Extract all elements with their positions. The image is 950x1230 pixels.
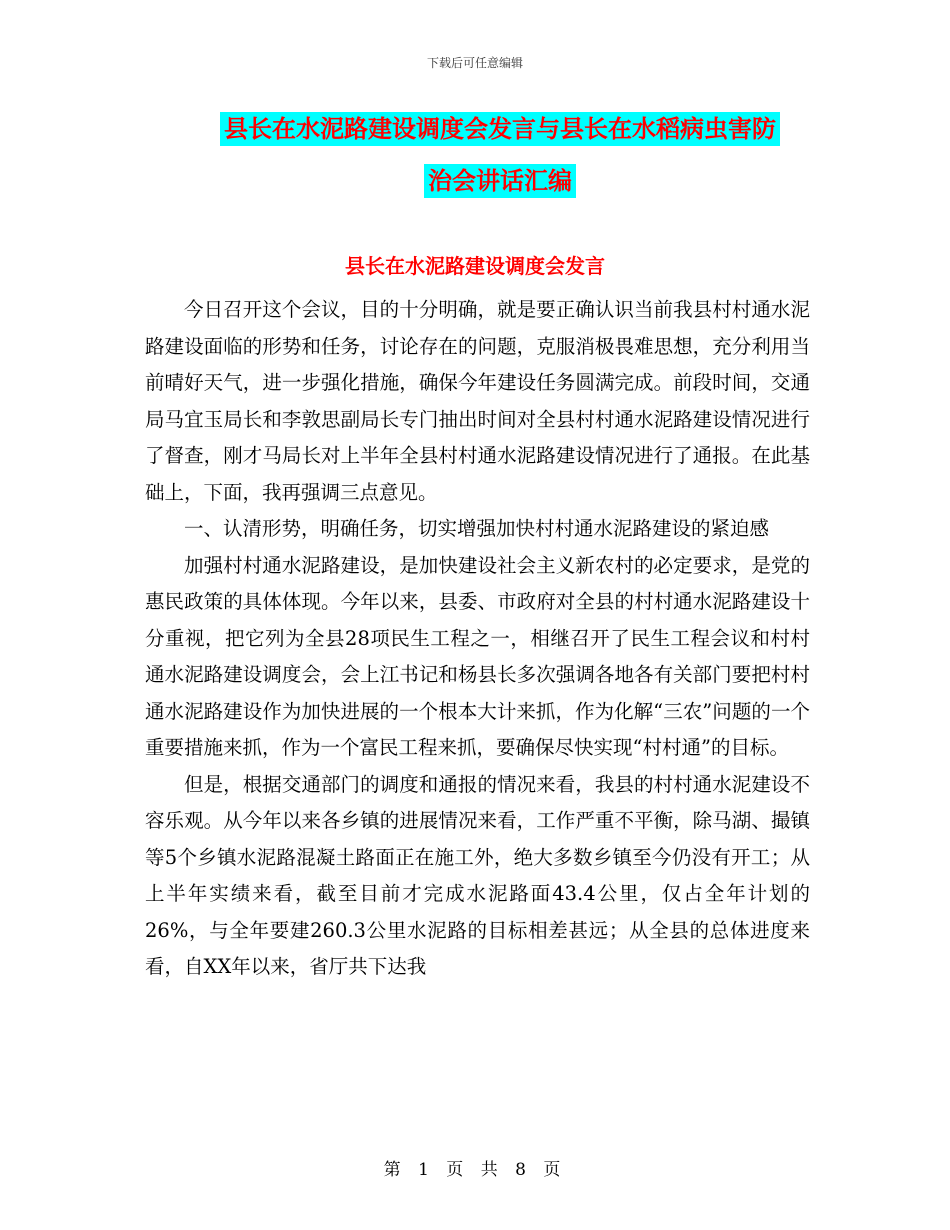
header-note: 下载后可任意编辑: [426, 56, 523, 70]
document-body: [145, 292, 810, 986]
paragraph: 加强村村通水泥路建设，是加快建设社会主义新农村的必定要求，是党的惠民政策的具体体现。今年以来，县委、市政府对全县的村村通水泥路建设十分重视，把它列为全县28项民生工程之一，相继召开了民生工程会议和村村通水泥路建设调度会，会上江书记和杨县长多次强调各地各有关部门要把村村通水泥路建设作为加快进展的一个根本大计来抓，作为化解“三农”问题的一个重要措施来抓，作为一个富民工程来抓，要确保尽快实现“村村通”的目标。: [145, 553, 810, 759]
paragraph: 但是，根据交通部门的调度和通报的情况来看，我县的村村通水泥建设不容乐观。从今年以来各乡镇的进展情况来看，工作严重不平衡，除马湖、撮镇等5个乡镇水泥路混凝土路面正在施工外，绝大多数乡镇至今仍没有开工；从上半年实绩来看，截至目前才完成水泥路面43.4公里，仅占全年计划的26%，与全年要建260.3公里水泥路的目标相差甚远；从全县的总体进度来看，自XX年以来，省厅共下达我: [145, 772, 810, 978]
title-line-2: 治会讲话汇编: [424, 164, 576, 198]
section-subtitle: 县长在水泥路建设调度会发言: [345, 254, 605, 278]
paragraph: 今日召开这个会议，目的十分明确，就是要正确认识当前我县村村通水泥路建设面临的形势和任务，讨论存在的问题，克服消极畏难思想，充分利用当前晴好天气，进一步强化措施，确保今年建设任务圆满完成。前段时间，交通局马宜玉局长和李敦思副局长专门抽出时间对全县村村通水泥路建设情况进行了督查，刚才马局长对上半年全县村村通水泥路建设情况进行了通报。在此基础上，下面，我再强调三点意见。: [145, 298, 810, 504]
paragraph: 一、认清形势，明确任务，切实增强加快村村通水泥路建设的紧迫感: [184, 517, 770, 540]
page-footer: 第 1 页 共 8 页: [383, 1160, 567, 1180]
title-line-1: 县长在水泥路建设调度会发言与县长在水稻病虫害防: [220, 112, 780, 146]
document-title: [190, 112, 810, 198]
